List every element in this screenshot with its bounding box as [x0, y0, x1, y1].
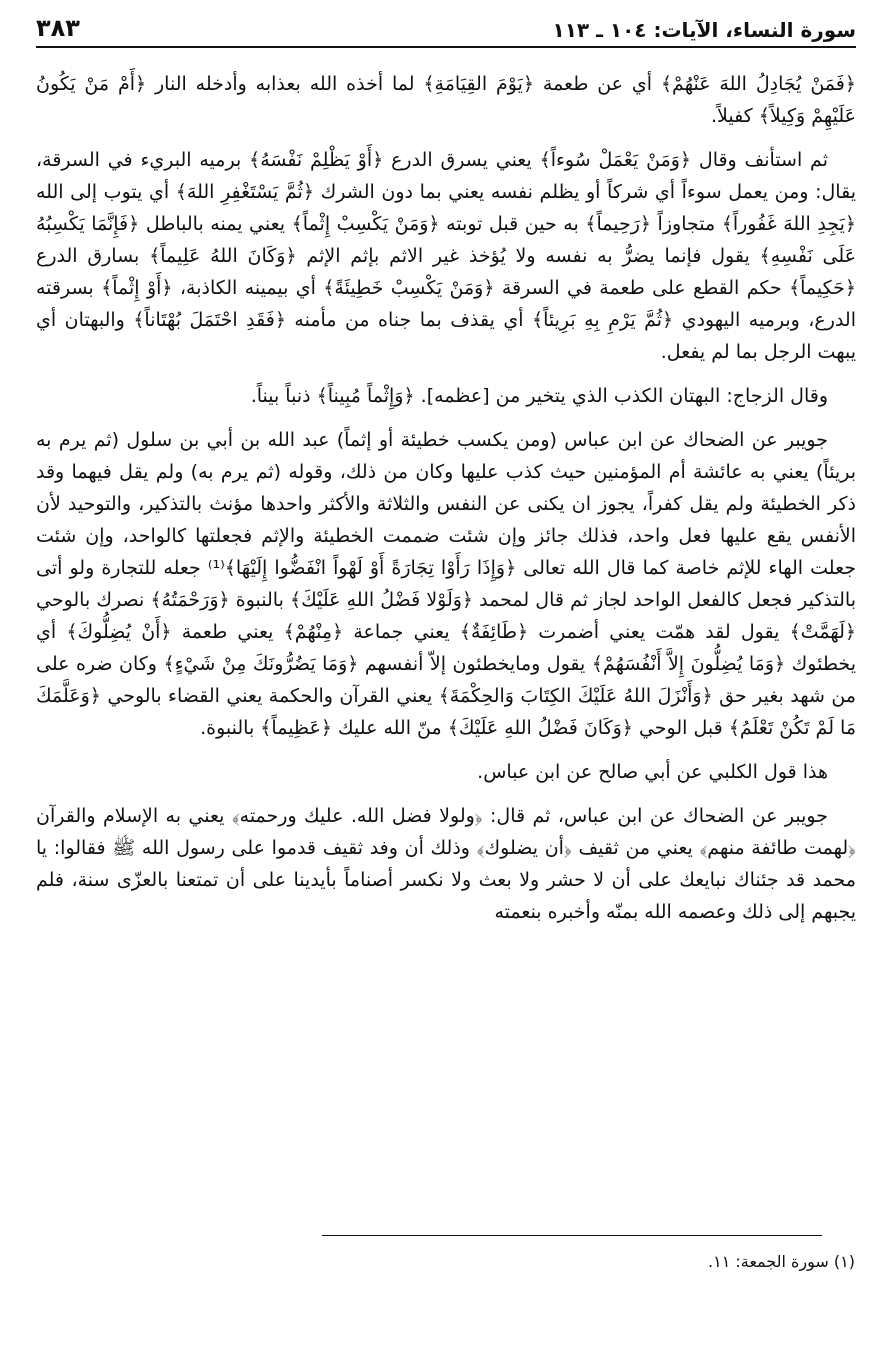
paragraph: ثم استأنف وقال ﴿وَمَنْ يَعْمَلْ سُوءاً﴾ يعني يسرق الدرع ﴿أَوْ يَظْلِمْ نَفْسَهُ﴾ برميه البريء في السرقة، يقال: ومن يعمل سوءاً أي شركاً أو يظلم نفسه يعني بما دون الشرك ﴿ثُمَّ يَسْتَغْفِرِ اللهَ﴾ أي يتوب إلى الله ﴿يَجِدِ اللهَ غَفُوراً﴾ متجاوزاً ﴿رَحِيماً﴾ به حين قبل توبته ﴿وَمَنْ يَكْسِبْ إِثْماً﴾ يعني يمنه بالباطل ﴿فَإِنَّمَا يَكْسِبُهُ عَلَى نَفْسِهِ﴾ يقول فإنما يضرُّ به نفسه ولا يُؤخذ غير الاثم بإثم الإثم ﴿وَكَانَ اللهُ عَلِيماً﴾ بسارق الدرع ﴿حَكِيماً﴾ حكم القطع على طعمة في السرقة ﴿وَمَنْ يَكْسِبْ خَطِيئَةً﴾ أي بيمينه الكاذبة، ﴿أَوْ إِثْماً﴾ بسرقته الدرع، وبرميه اليهودي ﴿ثُمَّ يَرْمِ بِهِ بَرِيئاً﴾ أي يقذف بما جناه من مأمنه ﴿فَقَدِ احْتَمَلَ بُهْتَاناً﴾ والبهتان أي يبهت الرجل بما لم يفعل. — [36, 149, 856, 363]
page-body — [36, 68, 856, 928]
page-number: ٣٨٣ — [36, 14, 80, 42]
running-header — [36, 12, 856, 48]
paragraph: جويبر عن الضحاك عن ابن عباس (ومن يكسب خطيئة أو إثماً) عبد الله بن أبي بن سلول (ثم يرم به بريئاً) يعني به عائشة أم المؤمنين حيث كذب عليها وكان من ذلك، وقوله (ثم يرم به) ولم يقل فيهما وقد ذكر الخطيئة ولم يقل كفراً، يجوز ان يكنى عن النفس والثلاثة والأكثر واحدها مؤنث بالتذكير، والتوحيد لأن الأنفس يقع عليها فعل واحد، فذلك جائز وإن شئت ضممت الخطيئة والإثم فجعلتها كالواحد، وإن شئت جعلت الهاء للإثم خاصة كما قال الله تعالى ﴿وَإِذَا رَأَوْا تِجَارَةً أَوْ لَهْواً انْفَضُّوا إِلَيْهَا﴾⁽¹⁾ جعله للتجارة ولو أتى بالتذكير فجعل كالفعل الواحد لجاز ثم قال لمحمد ﴿وَلَوْلا فَضْلُ اللهِ عَلَيْكَ﴾ بالنبوة ﴿وَرَحْمَتُهُ﴾ نصرك بالوحي ﴿لَهَمَّتْ﴾ يقول لقد همّت يعني أضمرت ﴿طَائِفَةٌ﴾ يعني جماعة ﴿مِنْهُمْ﴾ يعني طعمة ﴿أَنْ يُضِلُّوكَ﴾ أي يخطئوك ﴿وَمَا يُضِلُّونَ إِلاَّ أَنْفُسَهُمْ﴾ يقول ومايخطئون إلاّ أنفسهم ﴿وَمَا يَضُرُّونَكَ مِنْ شَيْءٍ﴾ وكان ضره على من شهد بغير حق ﴿وَأَنْزَلَ اللهُ عَلَيْكَ الكِتَابَ وَالحِكْمَةَ﴾ يعني القرآن والحكمة يعني القضاء بالوحي ﴿وَعَلَّمَكَ مَا لَمْ تَكُنْ تَعْلَمُ﴾ قبل الوحي ﴿وَكَانَ فَضْلُ اللهِ عَلَيْكَ﴾ منّ الله عليك ﴿عَظِيماً﴾ بالنبوة. — [36, 429, 856, 739]
paragraph: جويبر عن الضحاك عن ابن عباس، ثم قال: ﴿ولولا فضل الله. عليك ورحمته﴾ يعني به الإسلام والقرآن ﴿لهمت طائفة منهم﴾ يعني من ثقيف ﴿أن يضلوك﴾ وذلك أن وفد ثقيف قدموا على رسول الله ﷺ فقالوا: يا محمد قد جئناك نبايعك على أن لا حشر ولا بعث ولا نكسر أصناماً بأيدينا على أن تمتعنا بالعزّى سنة، فلم يجبهم إلى ذلك وعصمه الله بمنّه وأخبره بنعمته — [36, 805, 856, 923]
paragraph: وقال الزجاج: البهتان الكذب الذي يتخير من [عظمه]. ﴿وَإِثْماً مُبِيناً﴾ ذنباً بيناً. — [250, 385, 828, 407]
footnote-divider — [322, 1235, 822, 1236]
paragraph: هذا قول الكلبي عن أبي صالح عن ابن عباس. — [477, 761, 828, 783]
footnote: (١) سورة الجمعة: ١١. — [708, 1252, 855, 1271]
paragraph: ﴿فَمَنْ يُجَادِلُ اللهَ عَنْهُمْ﴾ أي عن طعمة ﴿يَوْمَ القِيَامَةِ﴾ لما أخذه الله بعذابه وأدخله النار ﴿أَمْ مَنْ يَكُونُ عَلَيْهِمْ وَكِيلاً﴾ كفيلاً. — [36, 73, 856, 127]
book-page — [36, 12, 856, 940]
header-title: سورة النساء، الآيات: ١٠٤ ـ ١١٣ — [552, 18, 856, 42]
